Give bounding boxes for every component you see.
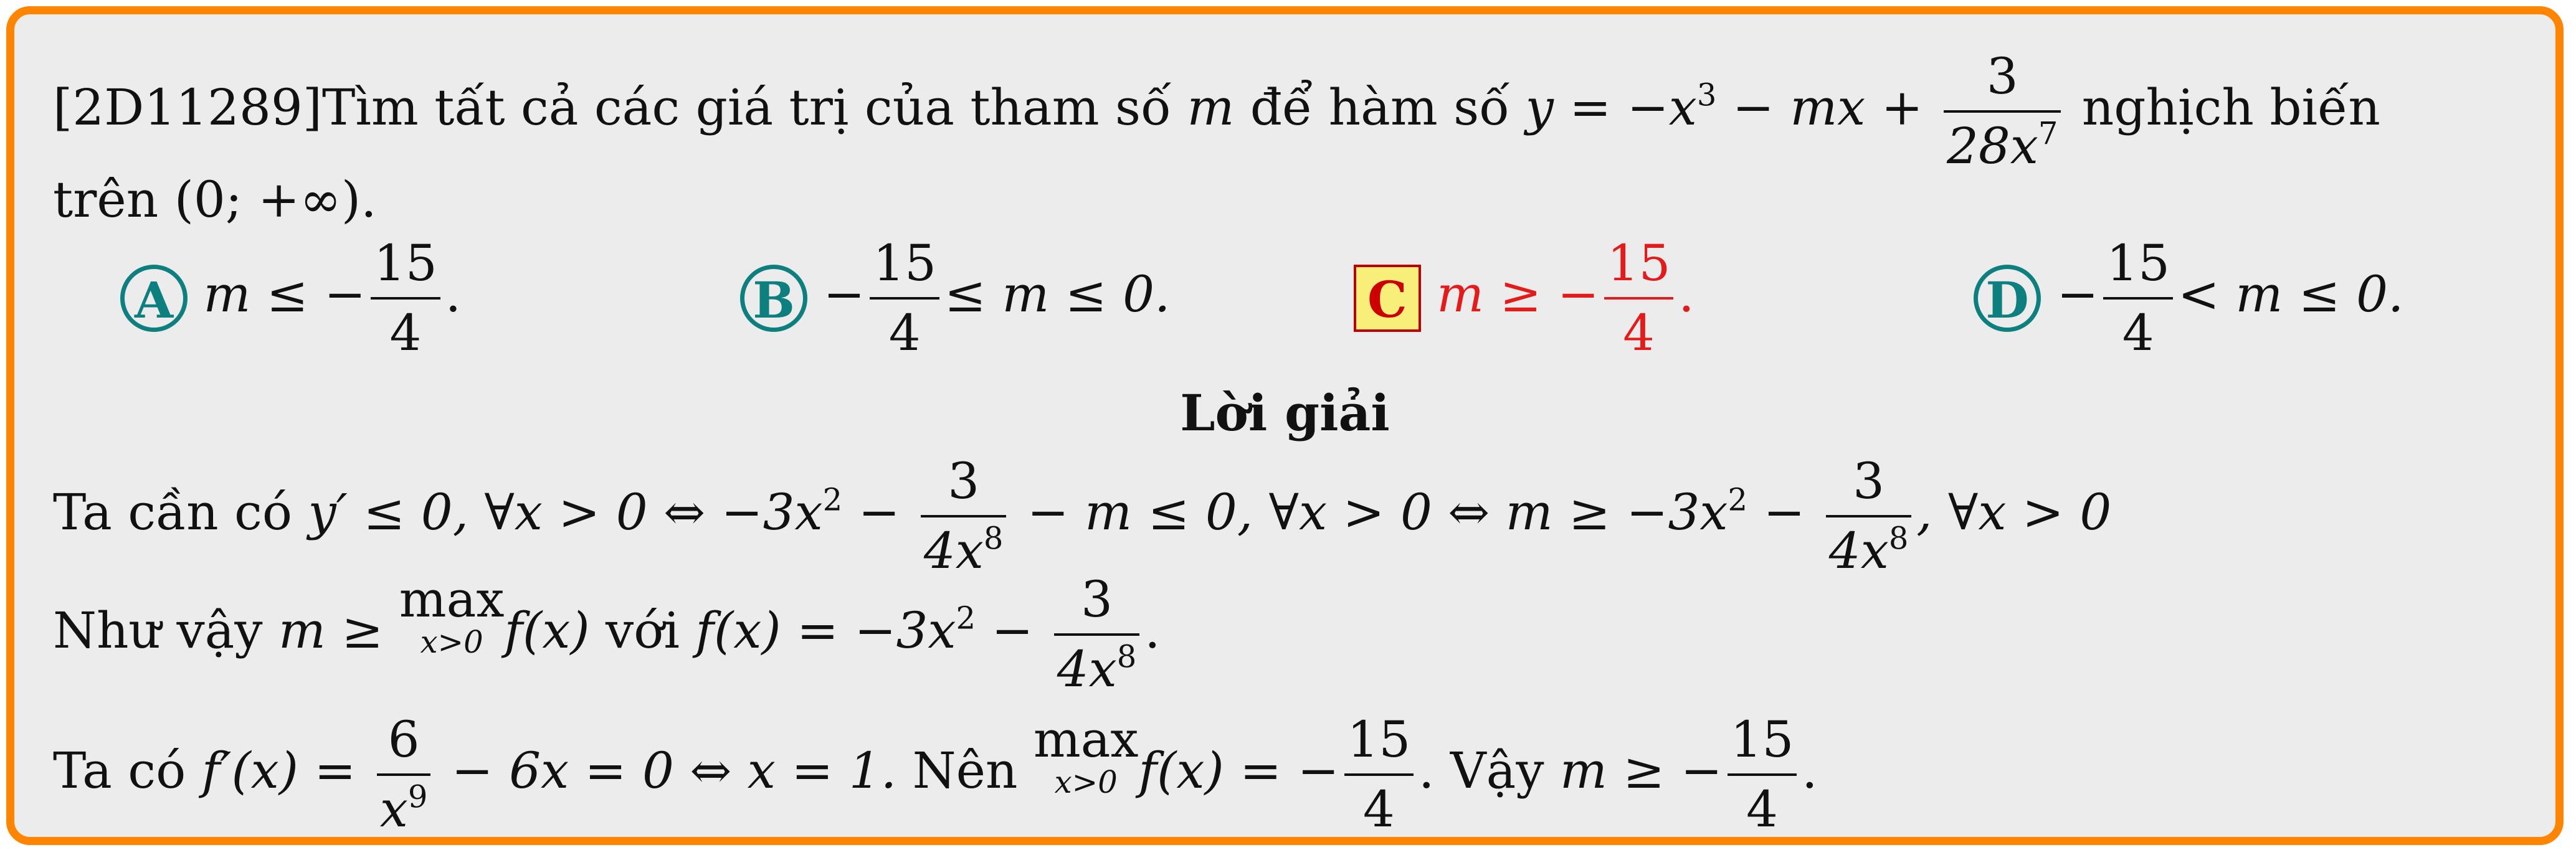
fraction-denominator: 28x [1947,117,2038,175]
option-a-numerator: 15 [371,239,440,300]
max-operator: max [1033,711,1139,768]
solution-3-m-ge: m ≥ − [1559,742,1723,800]
solution-2-period: . [1144,602,1161,659]
solution-1-frac-b-exp: 8 [1888,520,1909,557]
term-minus-x: −x [1627,78,1697,136]
option-d-numerator: 15 [2103,239,2172,300]
solution-2-fx-def: f(x) = −3x [695,602,956,659]
question-line-2 [53,171,377,229]
max-subscript: x>0 [1054,764,1118,800]
option-a-prefix: m ≤ − [203,265,366,323]
solution-1-frac-a-num: 3 [921,456,1006,517]
option-a-suffix: . [445,265,462,323]
solution-1-frac-a-exp: 8 [983,520,1004,557]
option-b-denominator: 4 [888,304,921,362]
option-c-suffix: . [1678,265,1694,323]
solution-1-tail: , ∀x > 0 [1916,483,2112,541]
option-d-denominator: 4 [2122,304,2154,362]
option-d-prefix: − [2056,265,2099,323]
exponent-3: 3 [1696,77,1717,113]
question-id: [2D11289] [53,78,322,136]
solution-1-exp-b: 2 [1728,481,1748,518]
option-d-badge: D [1974,265,2041,332]
solution-2-fraction [1054,570,1139,698]
param-m: m [1187,78,1235,136]
solution-1-frac-a-den: 4x [923,522,984,580]
solution-3-frac-exp: 9 [407,778,428,815]
solution-1-text: Ta cần có [53,483,293,541]
denominator-exponent: 7 [2038,115,2058,152]
problem-card [6,6,2564,845]
solution-3-equation: − 6x = 0 ⇔ x = 1. [451,742,897,800]
solution-3-fx: f(x) = − [1138,742,1339,800]
solution-3-text: Ta có [53,742,186,800]
solution-line-1 [53,452,2112,580]
option-c-badge: C [1354,265,1421,332]
option-b-badge: B [740,265,807,332]
solution-3-max [1033,711,1139,800]
solution-2-frac-den: 4x [1057,640,1117,698]
solution-title: Lời giải [1180,384,1390,442]
solution-1-frac-b-den: 4x [1828,522,1889,580]
solution-3-result-fraction [1344,711,1414,838]
solution-2-minus: − [991,602,1034,659]
solution-1-expr-b: − m ≤ 0, ∀x > 0 ⇔ m ≥ −3x [1027,483,1728,541]
solution-3-fraction [377,711,430,838]
solution-2-frac-num: 3 [1054,575,1139,636]
option-a-denominator: 4 [389,304,422,362]
function-y: y [1525,78,1554,136]
solution-3-final-fraction [1728,711,1797,838]
question-text-4: trên (0; +∞). [53,171,377,229]
option-b-suffix: ≤ m ≤ 0. [944,265,1171,323]
solution-2-max [399,570,505,660]
solution-2-fx: f(x) [504,602,590,659]
question-fraction [1944,47,2061,175]
solution-1-minus-a: − [858,483,900,541]
solution-3-frac-num: 6 [377,715,430,776]
solution-3-result-den: 4 [1362,780,1395,838]
solution-3-conclusion: . Vậy [1419,742,1544,800]
max-operator: max [399,570,505,628]
question-text-2: để hàm số [1250,78,1510,136]
solution-3-so: Nên [912,742,1018,800]
solution-3-result-num: 15 [1344,715,1414,776]
max-subscript: x>0 [420,624,483,660]
question-text-1: Tìm tất cả các giá trị của tham số [321,78,1172,136]
solution-2-frac-exp: 8 [1116,638,1137,675]
solution-1-exp-a: 2 [822,481,843,518]
term-minus-mx: − mx + [1732,78,1923,136]
solution-1-frac-b-num: 3 [1826,456,1911,517]
solution-1-fraction-b [1826,452,1911,580]
solution-3-derivative: f′(x) = [201,742,356,800]
solution-1-fraction-a [921,452,1006,580]
solution-line-3 [53,711,1818,838]
option-d[interactable] [1974,234,2404,362]
equals-sign: = [1569,78,1612,136]
solution-3-period: . [1802,742,1818,800]
option-b-prefix: − [823,265,865,323]
solution-3-frac-den: x [379,780,408,838]
option-c[interactable] [1354,234,1694,362]
option-c-denominator: 4 [1623,304,1655,362]
option-a[interactable] [120,234,462,362]
question-text-3: nghịch biến [2081,78,2380,136]
solution-3-final-num: 15 [1728,715,1797,776]
solution-3-final-den: 4 [1746,780,1778,838]
solution-2-with: với [606,602,680,659]
fraction-numerator: 3 [1944,52,2061,113]
option-b-numerator: 15 [870,239,939,300]
option-d-suffix: < m ≤ 0. [2177,265,2404,323]
solution-1-minus-b: − [1763,483,1805,541]
solution-line-2 [53,570,1161,698]
solution-2-text: Như vậy [53,602,263,659]
option-c-prefix: m ≥ − [1437,265,1599,323]
option-a-badge: A [120,265,188,332]
solution-1-expr-a: y′ ≤ 0, ∀x > 0 ⇔ −3x [308,483,823,541]
option-b[interactable] [740,234,1171,362]
solution-2-m-ge: m ≥ [278,602,384,659]
option-c-numerator: 15 [1604,239,1673,300]
question-line-1 [53,47,2380,175]
solution-2-exp: 2 [956,600,976,636]
